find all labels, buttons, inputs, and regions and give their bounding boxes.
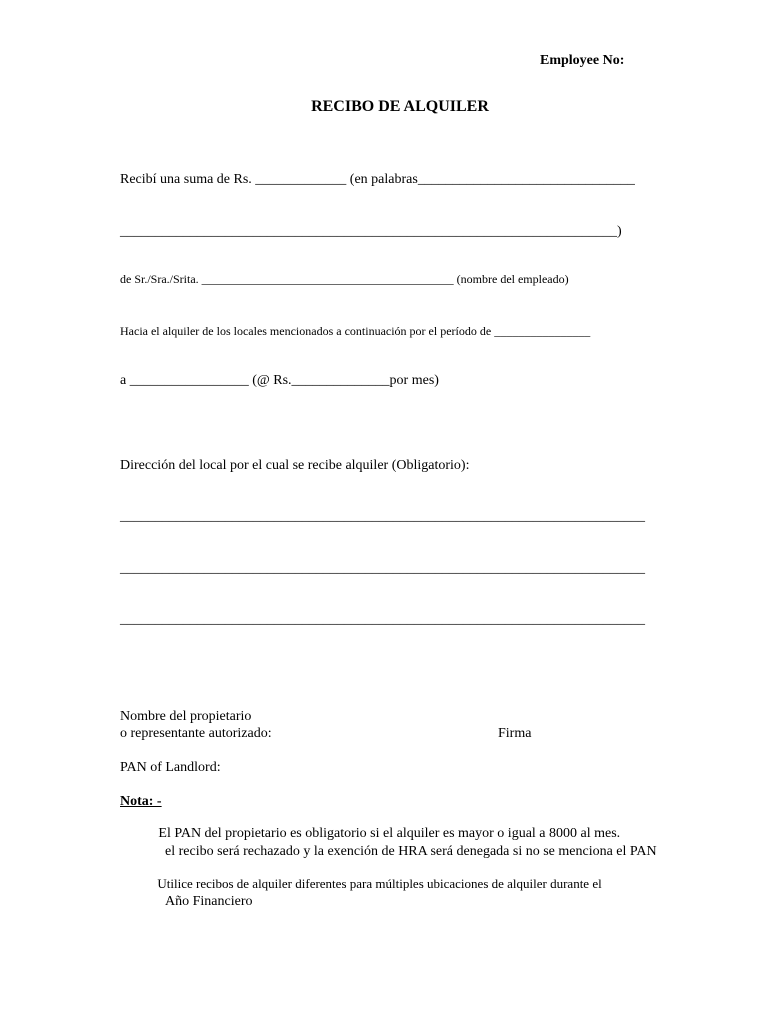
signature-label: Firma bbox=[498, 726, 532, 741]
note-item-continuation: Año Financiero bbox=[165, 894, 253, 909]
landlord-pan-label: PAN of Landlord: bbox=[120, 760, 221, 775]
rental-period-line: Hacia el alquiler de los locales mencionados a continuación por el período de ________________ bbox=[120, 324, 591, 338]
owner-name-label: Nombre del propietario bbox=[120, 709, 252, 724]
document-title: RECIBO DE ALQUILER bbox=[311, 98, 489, 115]
amount-received-line: Recibí una suma de Rs. _____________ (en palabras_______________________________ bbox=[120, 172, 635, 187]
address-line: ___________________________________________________________________________ bbox=[120, 612, 645, 627]
authorized-representative-label: o representante autorizado: bbox=[120, 726, 272, 741]
amount-in-words-line: _______________________________________________________________________) bbox=[120, 224, 622, 239]
address-line: ___________________________________________________________________________ bbox=[120, 509, 645, 524]
note-item: El PAN del propietario es obligatorio si el alquiler es mayor o igual a 8000 al mes. bbox=[144, 826, 613, 841]
note-item-continuation: el recibo será rechazado y la exención de HRA será denegada si no se menciona el PAN bbox=[165, 844, 657, 859]
address-label: Dirección del local por el cual se recibe alquiler (Obligatorio): bbox=[120, 458, 470, 473]
employee-number-label: Employee No: bbox=[540, 53, 625, 68]
note-heading: Nota: - bbox=[120, 794, 162, 809]
employee-name-line: de Sr./Sra./Srita. __________________________________________ (nombre del empleado) bbox=[120, 272, 569, 286]
rental-rate-line: a _________________ (@ Rs.______________por mes) bbox=[120, 373, 439, 388]
note-item: Utilice recibos de alquiler diferentes para múltiples ubicaciones de alquiler durante el bbox=[144, 876, 595, 891]
address-line: ___________________________________________________________________________ bbox=[120, 561, 645, 576]
